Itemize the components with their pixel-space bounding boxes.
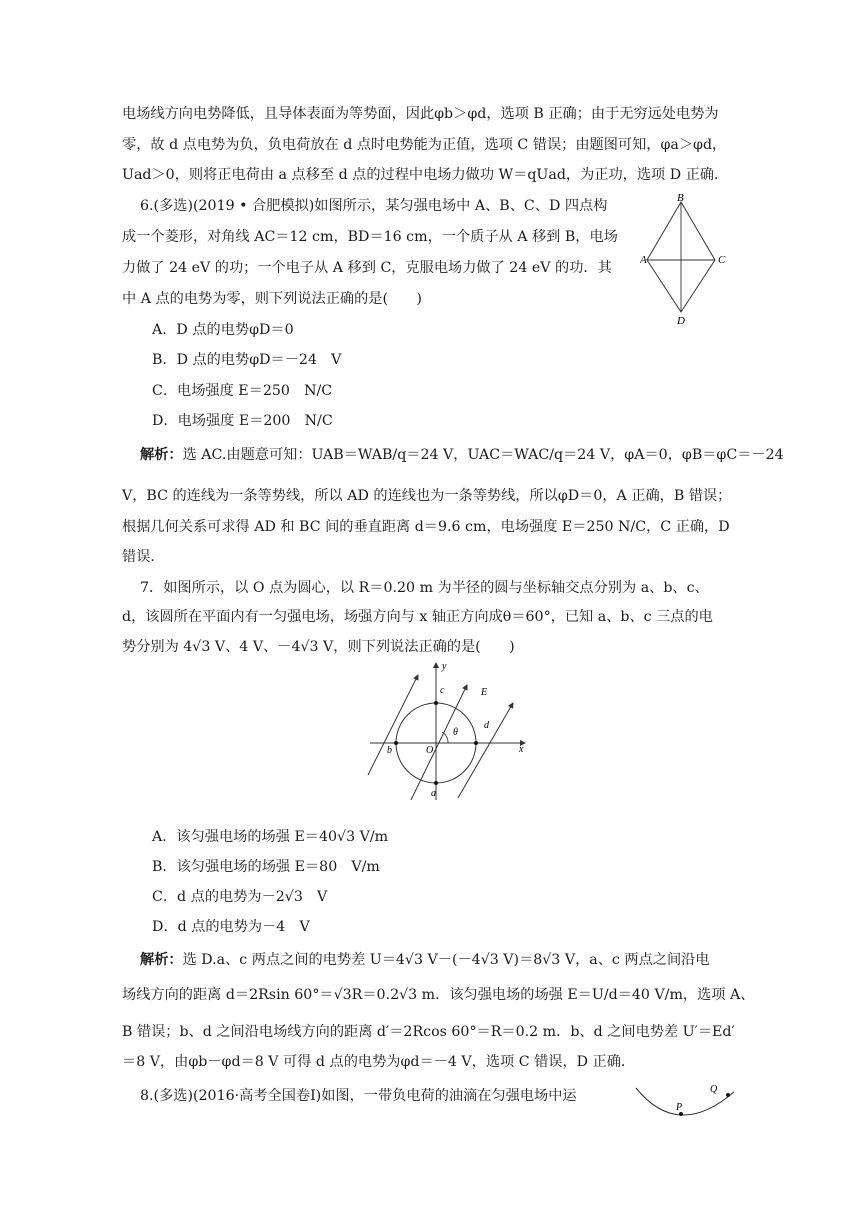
question-7-option-d: D．d 点的电势为－4 V: [152, 919, 310, 935]
solution-6-line: 错误．: [122, 549, 165, 565]
text-line: 零，故 d 点电势为负，负电荷放在 d 点时电势能为正值，选项 C 错误；由题图可知，φa＞φd，: [122, 137, 727, 153]
solution-7-line: ＝8 V，由φb－φd＝8 V 可得 d 点的电势为φd＝－4 V，选项 C 错误，D 正确．: [122, 1054, 636, 1070]
question-7-option-b: B．该匀强电场的场强 E＝80 V/m: [152, 859, 380, 875]
question-8-stem: 8.(多选)(2016·高考全国卷Ⅰ)如图，一带负电荷的油滴在匀强电场中运: [140, 1088, 577, 1104]
label-a: a: [431, 788, 436, 799]
label-b: b: [387, 745, 392, 756]
label-o: O: [426, 745, 434, 756]
question-6-stem: 6.(多选)(2019 • 合肥模拟)如图所示，某匀强电场中 A、B、C、D 四点构: [140, 198, 608, 214]
question-6-option-b: B．D 点的电势φD＝－24 V: [152, 352, 342, 368]
trajectory-figure: [628, 1080, 748, 1130]
text-line: 电场线方向电势降低，且导体表面为等势面，因此φb＞φd，选项 B 正确；由于无穷远处电势为: [122, 106, 719, 122]
question-7-stem: 7．如图所示，以 O 点为圆心，以 R＝0.20 m 为半径的圆与坐标轴交点分别为 a、b、c、: [140, 580, 709, 596]
solution-6-line: 根据几何关系可求得 AD 和 BC 间的垂直距离 d＝9.6 cm，电场强度 E＝250 N/C，C 正确，D: [122, 519, 730, 535]
solution-text: 选 D.a、c 两点之间的电势差 U＝4√3 V－(－4√3 V)＝8√3 V，a、c 两点之间沿电: [182, 952, 710, 968]
text-line: Uad＞0，则将正电荷由 a 点移至 d 点的过程中电场力做功 W＝qUad，为正功，选项 D 正确．: [122, 167, 729, 183]
label-theta: θ: [453, 727, 458, 738]
label-b: B: [677, 192, 684, 204]
question-6-stem: 成一个菱形，对角线 AC＝12 cm，BD＝16 cm，一个质子从 A 移到 B，电场: [122, 229, 618, 245]
rhombus-figure: [640, 190, 740, 330]
label-d: d: [484, 720, 489, 731]
label-c: c: [440, 685, 445, 696]
label-c: C: [718, 254, 726, 266]
label-x: x: [519, 744, 524, 755]
label-d: D: [677, 315, 685, 327]
label-a: A: [640, 254, 647, 266]
solution-7-line: 场线方向的距离 d＝2Rsin 60°＝√3R＝0.2√3 m．该匀强电场的场强 E＝U/d＝40 V/m，选项 A、: [122, 987, 755, 1003]
question-6-option-c: C．电场强度 E＝250 N/C: [152, 383, 333, 399]
question-7-stem: 势分别为 4√3 V、4 V、－4√3 V，则下列说法正确的是( ): [122, 639, 515, 655]
question-6-option-d: D．电场强度 E＝200 N/C: [152, 413, 333, 429]
circle-field-figure: [360, 655, 540, 803]
solution-7: [140, 950, 710, 970]
question-7-stem: d，该圆所在平面内有一匀强电场，场强方向与 x 轴正方向成θ＝60°，已知 a、b、c 三点的电: [122, 609, 713, 625]
question-6-option-a: A．D 点的电势φD＝0: [152, 322, 294, 338]
solution-6-line: V，BC 的连线为一条等势线，所以 AD 的连线也为一条等势线，所以φD＝0，A 正确，B 错误；: [122, 488, 732, 504]
question-6-stem: 力做了 24 eV 的功；一个电子从 A 移到 C，克服电场力做了 24 eV 的功．其: [122, 260, 612, 276]
solution-label: 解析：: [140, 952, 183, 968]
question-6-stem: 中 A 点的电势为零，则下列说法正确的是( ): [122, 291, 422, 307]
label-e: E: [481, 687, 488, 698]
label-p: P: [676, 1102, 683, 1113]
label-q: Q: [710, 1084, 718, 1095]
solution-label: 解析：: [140, 447, 183, 463]
label-y: y: [442, 661, 447, 672]
solution-7-line: B 错误；b、d 之间沿电场线方向的距离 d′＝2Rcos 60°＝R＝0.2 m．b、d 之间电势差 U′＝Ed′: [122, 1024, 735, 1040]
solution-6: [140, 445, 784, 465]
question-7-option-c: C．d 点的电势为－2√3 V: [152, 889, 328, 905]
solution-text: 选 AC.由题意可知：UAB＝WAB/q＝24 V，UAC＝WAC/q＝24 V，φA＝0，φB＝φC＝－24: [182, 447, 784, 463]
question-7-option-a: A．该匀强电场的场强 E＝40√3 V/m: [152, 829, 389, 845]
